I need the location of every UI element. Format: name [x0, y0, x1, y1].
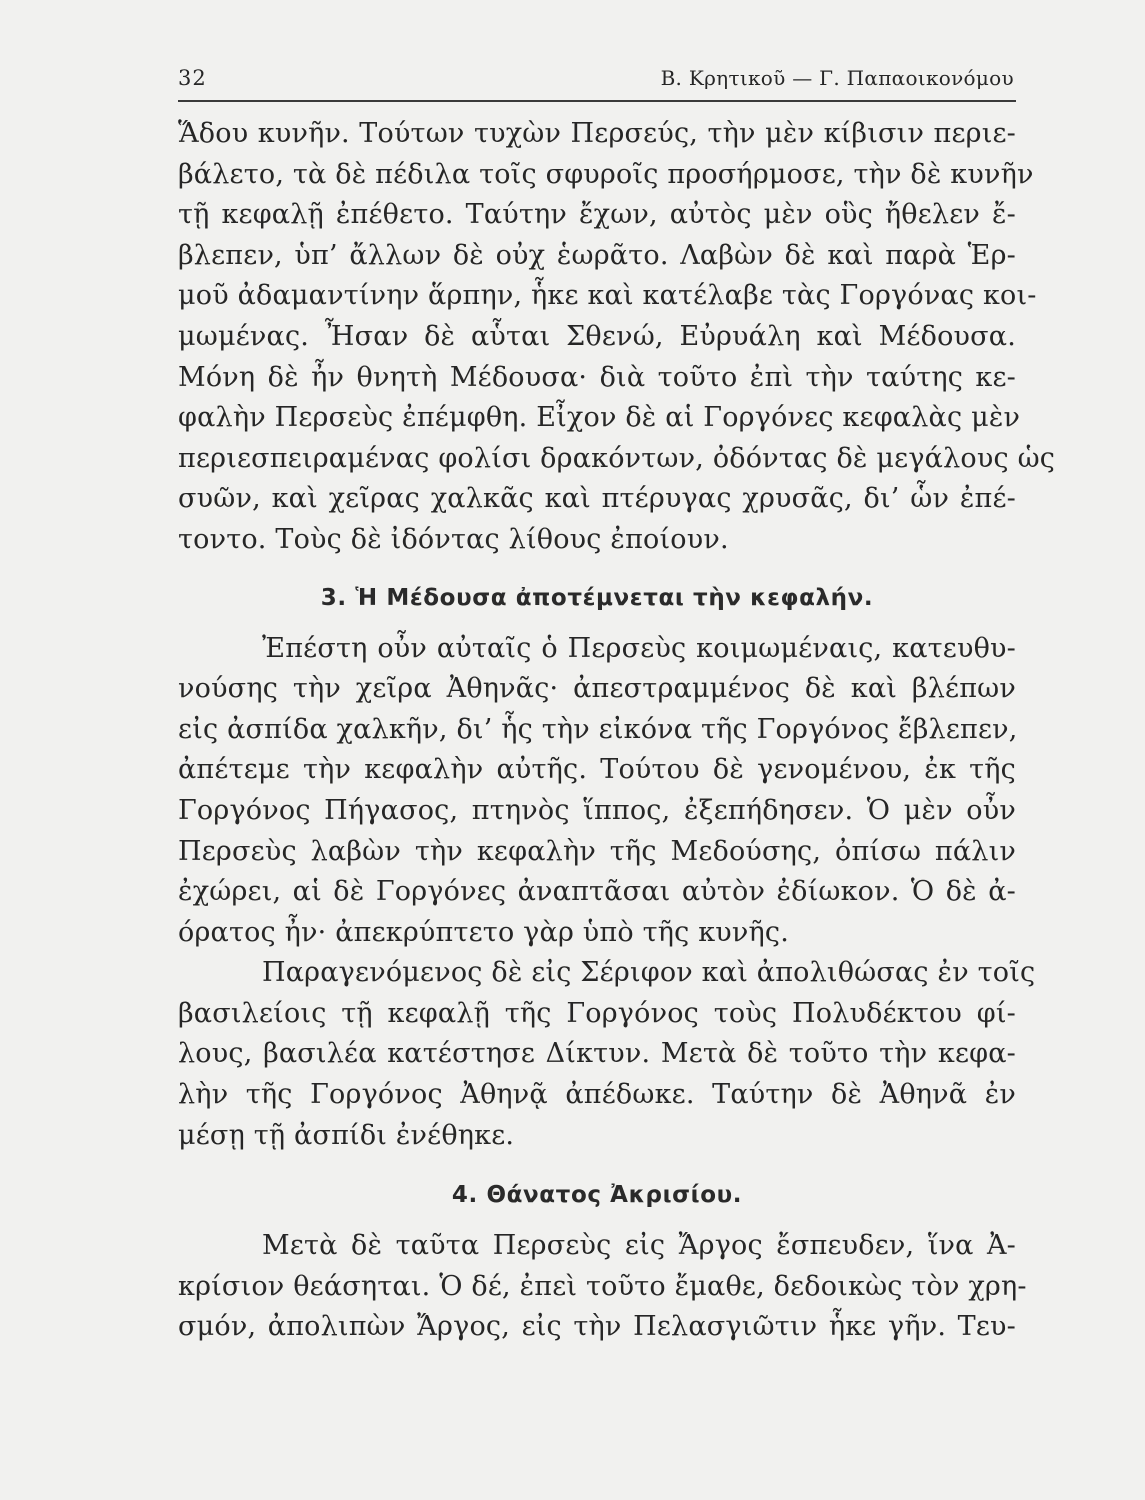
- text-line: σμόν, ἀπολιπὼν Ἄργος, εἰς τὴν Πελασγιῶτιν ἧκε γῆν. Τευ-: [178, 1311, 1016, 1343]
- section-heading-3: 3. Ἡ Μέδουσα ἀποτέμνεται τὴν κεφαλήν.: [320, 584, 874, 611]
- section-heading-4: 4. Θάνατος Ἀκρισίου.: [451, 1182, 743, 1209]
- intro-paragraph: [178, 114, 1056, 561]
- text-line: Ἐπέστη οὖν αὐταῖς ὁ Περσεὺς κοιμωμέναις, κατευθυ-: [262, 632, 1016, 664]
- text-line: ἀπέτεμε τὴν κεφαλὴν αὐτῆς. Τούτου δὲ γενομένου, ἐκ τῆς: [178, 754, 1016, 786]
- text-line: Μετὰ δὲ ταῦτα Περσεὺς εἰς Ἄργος ἔσπευδεν, ἵνα Ἀ-: [262, 1230, 1016, 1262]
- text-line: νούσης τὴν χεῖρα Ἀθηνᾶς· ἀπεστραμμένος δὲ καὶ βλέπων: [178, 673, 1016, 705]
- text-line: φαλὴν Περσεὺς ἐπέμφθη. Εἶχον δὲ αἱ Γοργόνες κεφαλὰς μὲν: [178, 402, 1021, 434]
- text-line: περιεσπειραμένας φολίσι δρακόντων, ὀδόντας δὲ μεγάλους ὡς: [178, 442, 1056, 474]
- text-line: βασιλείοις τῇ κεφαλῇ τῆς Γοργόνος τοὺς Πολυδέκτου φί-: [178, 997, 1016, 1029]
- text-line: τῇ κεφαλῇ ἐπέθετο. Ταύτην ἔχων, αὐτὸς μὲν οὓς ἤθελεν ἔ-: [178, 199, 1016, 231]
- text-line: μέσῃ τῇ ἀσπίδι ἐνέθηκε.: [178, 1119, 515, 1151]
- text-line: τοντο. Τοὺς δὲ ἰδόντας λίθους ἐποίουν.: [178, 523, 729, 555]
- text-line: βλεπεν, ὑπ’ ἄλλων δὲ οὐχ ἑωρᾶτο. Λαβὼν δὲ καὶ παρὰ Ἑρ-: [178, 239, 1016, 271]
- body-text: [178, 114, 1056, 1348]
- text-line: Περσεὺς λαβὼν τὴν κεφαλὴν τῆς Μεδούσης, ὀπίσω πάλιν: [178, 835, 1016, 867]
- text-line: ἐχώρει, αἱ δὲ Γοργόνες ἀναπτᾶσαι αὐτὸν ἐδίωκον. Ὁ δὲ ἀ-: [178, 876, 1016, 908]
- text-line: Γοργόνος Πήγασος, πτηνὸς ἵππος, ἐξεπήδησεν. Ὁ μὲν οὖν: [178, 794, 1016, 826]
- page-number: 32: [178, 66, 207, 90]
- text-line: λους, βασιλέα κατέστησε Δίκτυν. Μετὰ δὲ τοῦτο τὴν κεφα-: [178, 1038, 1016, 1070]
- section-4-paragraph-1: [178, 1226, 1027, 1348]
- section-3-paragraph-2: [178, 953, 1036, 1156]
- running-head-authors: Β. Κρητικοῦ — Γ. Παπαοικονόμου: [660, 66, 1014, 90]
- text-line: Ἅδου κυνῆν. Τούτων τυχὼν Περσεύς, τὴν μὲν κίβισιν περιε-: [178, 118, 1016, 149]
- text-line: μωμένας. Ἦσαν δὲ αὗται Σθενώ, Εὐρυάλη καὶ Μέδουσα.: [178, 320, 1016, 352]
- text-line: εἰς ἀσπίδα χαλκῆν, δι’ ἧς τὴν εἰκόνα τῆς Γοργόνος ἔβλεπεν,: [178, 713, 1018, 745]
- text-line: Παραγενόμενος δὲ εἰς Σέριφον καὶ ἀπολιθώσας ἐν τοῖς: [262, 957, 1036, 989]
- text-line: συῶν, καὶ χεῖρας χαλκᾶς καὶ πτέρυγας χρυσᾶς, δι’ ὧν ἐπέ-: [178, 483, 1016, 515]
- page-header: [178, 66, 1016, 102]
- text-line: κρίσιον θεάσηται. Ὁ δέ, ἐπεὶ τοῦτο ἔμαθε, δεδοικὼς τὸν χρη-: [178, 1270, 1027, 1302]
- text-line: Μόνη δὲ ἦν θνητὴ Μέδουσα· διὰ τοῦτο ἐπὶ τὴν ταύτης κε-: [178, 361, 1016, 393]
- text-line: λὴν τῆς Γοργόνος Ἀθηνᾷ ἀπέδωκε. Ταύτην δὲ Ἀθηνᾶ ἐν: [178, 1079, 1016, 1111]
- text-line: βάλετο, τὰ δὲ πέδιλα τοῖς σφυροῖς προσήρμοσε, τὴν δὲ κυνῆν: [178, 158, 1034, 190]
- text-line: όρατος ἦν· ἀπεκρύπτετο γὰρ ὑπὸ τῆς κυνῆς.: [178, 916, 790, 948]
- section-3-paragraph-1: [178, 629, 1016, 954]
- text-line: μοῦ ἀδαμαντίνην ἅρπην, ἧκε καὶ κατέλαβε τὰς Γοργόνας κοι-: [178, 280, 1037, 312]
